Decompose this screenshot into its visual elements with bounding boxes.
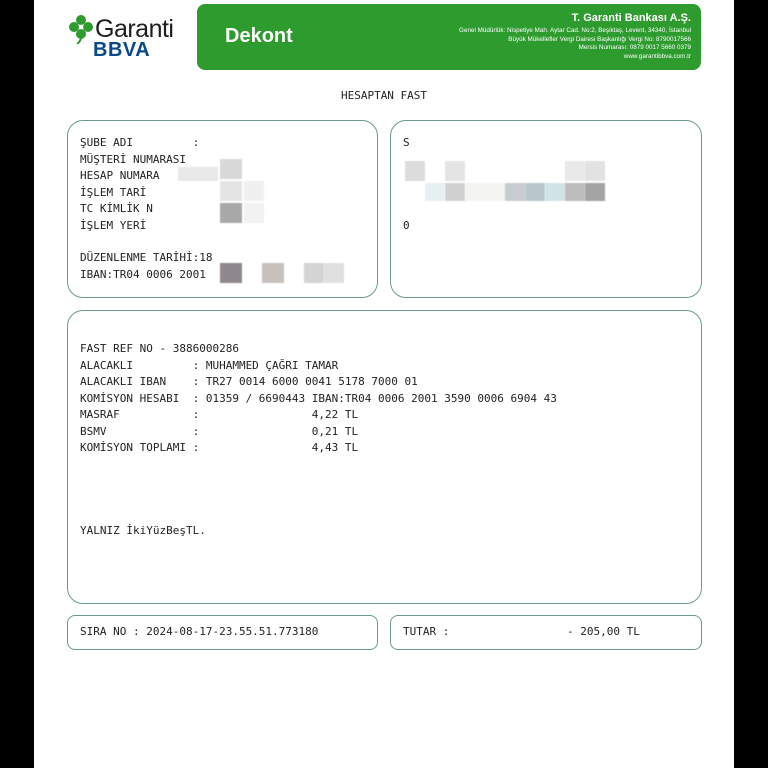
total-box: [390, 615, 702, 650]
commission-account-line: KOMİSYON HESABI : 01359 / 6690443 IBAN:TR04 0006 2001 3590 0006 6904 43: [80, 391, 557, 405]
fee-line: MASRAF : 4,22 TL: [80, 408, 359, 421]
sequence-number: SIRA NO : 2024-08-17-23.55.51.773180: [80, 625, 319, 638]
recipient-line-1: S: [403, 136, 410, 149]
document-title: HESAPTAN FAST: [340, 89, 428, 102]
fast-ref-number: FAST REF NO - 3886000286: [80, 342, 239, 355]
clover-icon: [68, 14, 94, 44]
transaction-place-line: İŞLEM YERİ: [80, 218, 147, 232]
bsmv-line: BSMV : 0,21 TL: [80, 424, 359, 438]
bank-name: T. Garanti Bankası A.Ş.: [571, 12, 691, 24]
issue-date-line: DÜZENLENME TARİHİ:18: [80, 251, 213, 264]
brand-name: Garanti: [95, 15, 174, 43]
tc-id-line: TC KİMLİK N: [80, 202, 153, 215]
receiver-name-line: ALACAKLI : MUHAMMED ÇAĞRI TAMAR: [80, 358, 339, 372]
iban-line: IBAN:TR04 0006 2001: [80, 267, 206, 281]
receipt-page: [34, 0, 734, 768]
total-label: TUTAR :: [403, 625, 450, 638]
amount-in-words: YALNIZ İkiYüzBeşTL.: [80, 524, 206, 537]
document-type: Dekont: [225, 25, 293, 47]
account-info-box: [67, 120, 378, 298]
bank-mersis-line: Mersis Numarası: 0879 0017 5660 0379: [578, 44, 691, 51]
customer-number-line: MÜŞTERİ NUMARASI: [80, 152, 186, 166]
brand-subname: BBVA: [93, 39, 151, 61]
bank-info: [459, 11, 691, 61]
bank-tax-line: Büyük Mükellefler Vergi Dairesi Başkanlığı Vergi No: 8790017566: [508, 35, 691, 43]
transaction-date-line: İŞLEM TARİ: [80, 185, 147, 199]
recipient-info-box: [390, 120, 702, 298]
garanti-bbva-logo: [68, 12, 178, 62]
header-banner: [197, 4, 701, 70]
commission-total-line: KOMİSYON TOPLAMI : 4,43 TL: [80, 441, 359, 454]
branch-name-line: ŞUBE ADI :: [80, 136, 206, 149]
receiver-iban-line: ALACAKLI IBAN : TR27 0014 6000 0041 5178 7000 01: [80, 375, 418, 388]
recipient-line-2: 0: [403, 218, 410, 232]
bank-website: www.garantibbva.com.tr: [623, 52, 691, 60]
total-amount: - 205,00 TL: [567, 625, 640, 638]
sequence-box: [67, 615, 378, 650]
bank-address-line: Genel Müdürlük: Nispetiye Mah. Aytar Cad. No:2, Beşiktaş, Levent, 34340, İstanbul: [459, 27, 691, 34]
transfer-details-box: [67, 310, 702, 604]
account-number-line: HESAP NUMARA: [80, 169, 160, 182]
